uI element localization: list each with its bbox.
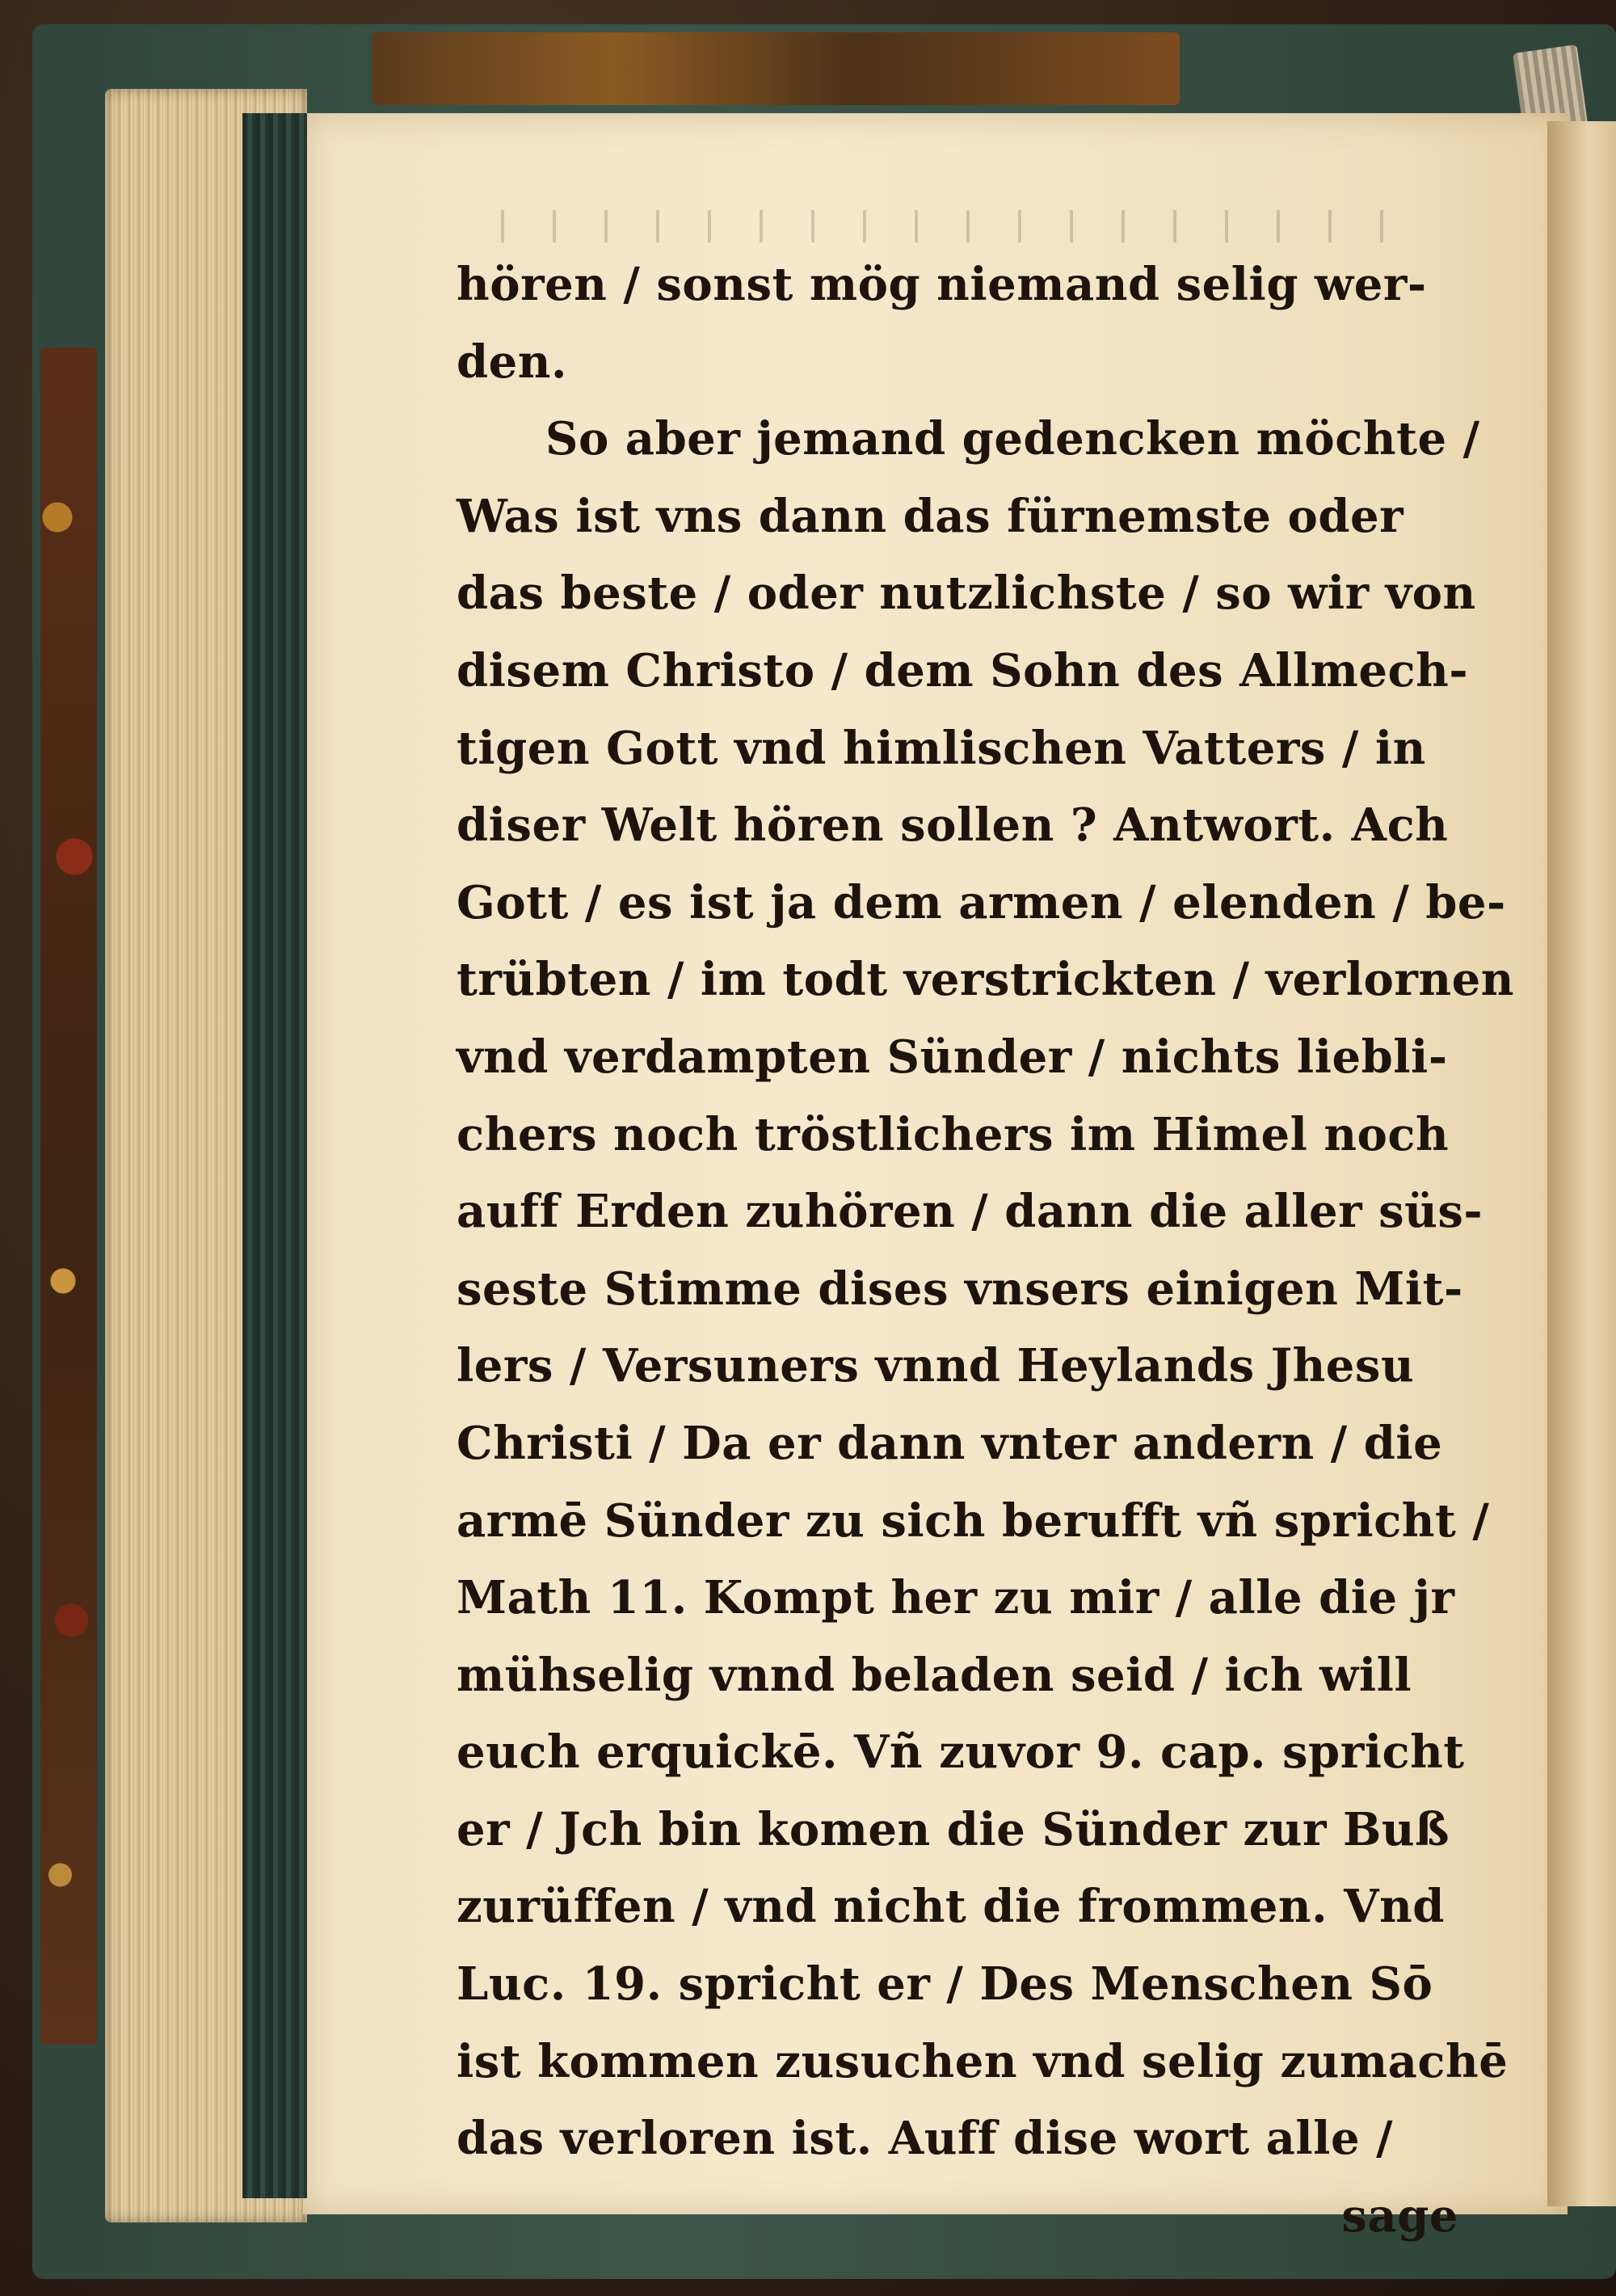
text-line: diser Welt hören sollen ? Antwort. Ach [457,798,1449,853]
text-line: mühselig vnnd beladen seid / ich will [457,1648,1412,1702]
catchword: sage [1341,2189,1458,2243]
text-line: er / Jch bin komen die Sünder zur Buß [457,1802,1450,1856]
text-line: seste Stimme dises vnsers einigen Mit- [457,1262,1463,1316]
text-line: Gott / es ist ja dem armen / elenden / be- [457,875,1506,929]
text-line: tigen Gott vnd himlischen Vatters / in [457,721,1426,775]
text-line: Math 11. Kompt her zu mir / alle die jr [457,1571,1455,1625]
text-line: den. [457,335,567,389]
text-line: das beste / oder nutzlichste / so wir von [457,567,1476,621]
text-line: So aber jemand gedencken möchte / [545,412,1480,466]
text-line: trübten / im todt verstrickten / verlornen [457,953,1514,1007]
text-line: auff Erden zuhören / dann die aller süs- [457,1185,1483,1239]
text-line: vnd verdampten Sünder / nichts liebli- [457,1030,1448,1084]
text-line: disem Christo / dem Sohn des Allmech- [457,643,1469,697]
text-line: armē Sünder zu sich berufft vñ spricht / [457,1493,1490,1548]
text-line: Was ist vns dann das fürnemste oder [457,489,1404,543]
text-line: euch erquickē. Vñ zuvor 9. cap. spricht [457,1725,1465,1780]
text-line: ist kommen zusuchen vnd selig zumachē [457,2034,1509,2088]
marbled-board-top [372,32,1180,105]
text-line: Christi / Da er dann vnter andern / die [457,1416,1443,1470]
marbled-board [40,348,97,2045]
text-line: Luc. 19. spricht er / Des Menschen Sō [457,1957,1433,2012]
page-text [457,246,1514,2255]
text-line: hören / sonst mög niemand selig wer- [457,258,1427,311]
text-line: das verloren ist. Auff dise wort alle / [457,2112,1394,2166]
text-line: zurüffen / vnd nicht die frommen. Vnd [457,1880,1445,1934]
text-line: chers noch tröstlichers im Himel noch [457,1107,1450,1161]
text-line: lers / Versuners vnnd Heylands Jhesu [457,1339,1415,1393]
bleed-through-marks [452,210,1422,242]
page-edge-band [242,113,307,2198]
book-gutter [1547,121,1616,2206]
